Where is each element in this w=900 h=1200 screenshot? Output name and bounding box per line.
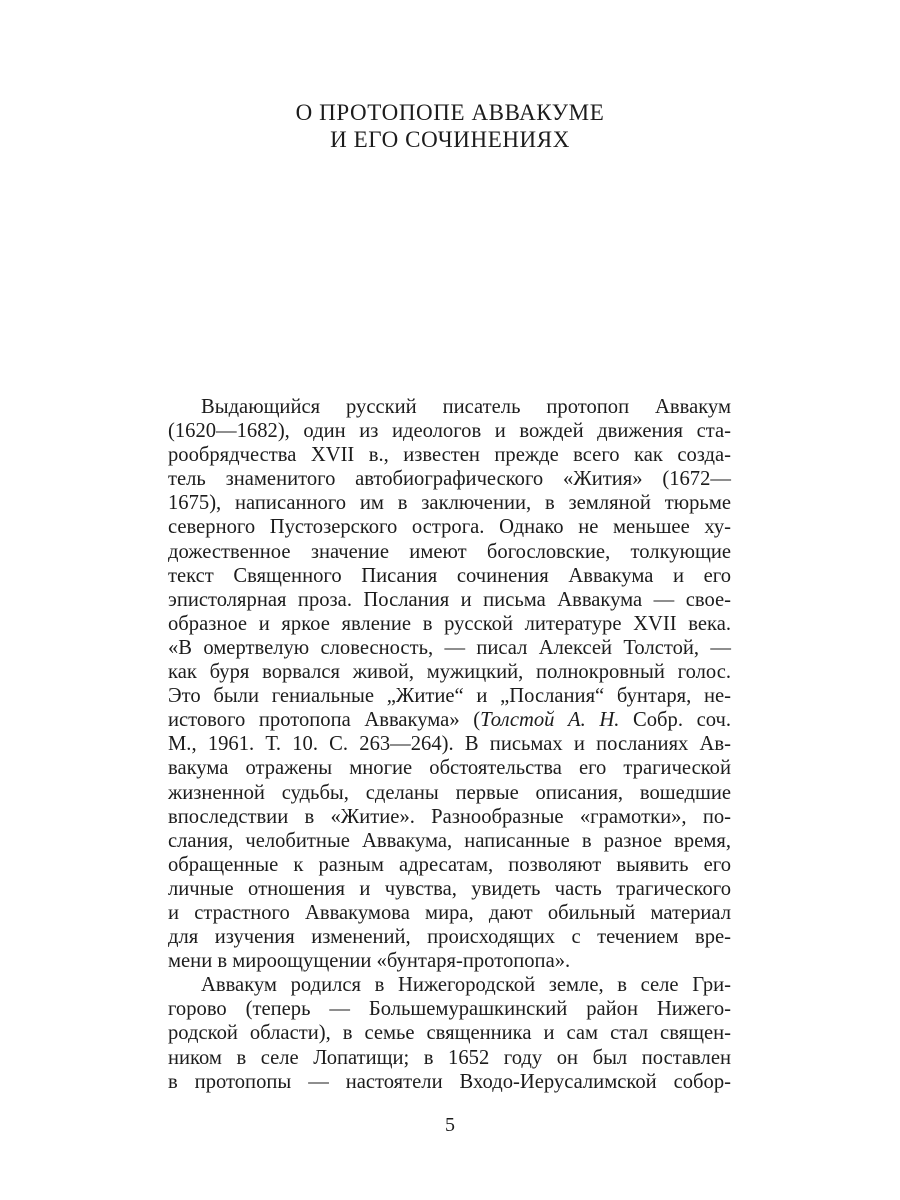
text-line: жизненной судьбы, сделаны первые описания, вошедшие	[168, 781, 731, 804]
text-line: эпистолярная проза. Послания и письма Аввакума — свое-	[168, 588, 731, 611]
text-line: М., 1961. Т. 10. С. 263—264). В письмах и посланиях Ав-	[168, 733, 731, 756]
text-line: вакума отражены многие обстоятельства его трагической	[168, 757, 731, 780]
text-line: рообрядчества XVII в., известен прежде всего как созда-	[168, 444, 731, 467]
text-line: личные отношения и чувства, увидеть часть трагического	[168, 877, 731, 900]
text-line: в протопопы — настоятели Входо-Иерусалимской собор-	[168, 1070, 731, 1093]
text-line: текст Священного Писания сочинения Аввакума и его	[168, 564, 731, 587]
body-text	[168, 395, 731, 1094]
text-line: мени в мироощущении «бунтаря-протопопа».	[168, 950, 571, 973]
text-line: образное и яркое явление в русской литературе XVII века.	[168, 612, 731, 635]
chapter-title-line: О ПРОТОПОПЕ АВВАКУМЕ	[295, 100, 605, 125]
text-line: Это были гениальные „Житие“ и „Послания“ бунтаря, не-	[168, 685, 731, 708]
text-line: 1675), написанного им в заключении, в земляной тюрьме	[168, 492, 731, 515]
text-line: слания, челобитные Аввакума, написанные в разное время,	[168, 829, 731, 852]
text-line: впоследствии в «Житие». Разнообразные «грамотки», по-	[168, 805, 731, 828]
text-line: дожественное значение имеют богословские, толкующие	[168, 540, 731, 563]
page-number: 5	[445, 1114, 455, 1136]
text-line: как буря ворвался живой, мужицкий, полнокровный голос.	[168, 661, 731, 684]
text-line: истового протопопа Аввакума» (Толстой А. Н. Собр. соч.	[168, 709, 731, 732]
chapter-title-line: И ЕГО СОЧИНЕНИЯХ	[330, 127, 570, 152]
text-line: Аввакум родился в Нижегородской земле, в селе Гри-	[201, 974, 731, 997]
text-line: и страстного Аввакумова мира, дают обильный материал	[168, 901, 731, 924]
chapter-title	[0, 99, 900, 153]
text-line: северного Пустозерского острога. Однако не меньшее ху-	[168, 516, 731, 539]
text-line: «В омертвелую словесность, — писал Алексей Толстой, —	[168, 636, 731, 659]
text-line: Выдающийся русский писатель протопоп Аввакум	[201, 396, 731, 418]
text-line: (1620—1682), один из идеологов и вождей движения ста-	[168, 420, 731, 443]
text-line: тель знаменитого автобиографического «Жития» (1672—	[168, 468, 731, 491]
text-line: родской области), в семье священника и сам стал священ-	[168, 1022, 731, 1045]
citation-author: Толстой А. Н.	[480, 709, 620, 732]
text-line: обращенные к разным адресатам, позволяют выявить его	[168, 853, 731, 876]
text-line: ником в селе Лопатищи; в 1652 году он был поставлен	[168, 1046, 731, 1069]
text-line: для изучения изменений, происходящих с течением вре-	[168, 926, 731, 949]
text-line: горово (теперь — Большемурашкинский район Нижего-	[168, 998, 731, 1021]
